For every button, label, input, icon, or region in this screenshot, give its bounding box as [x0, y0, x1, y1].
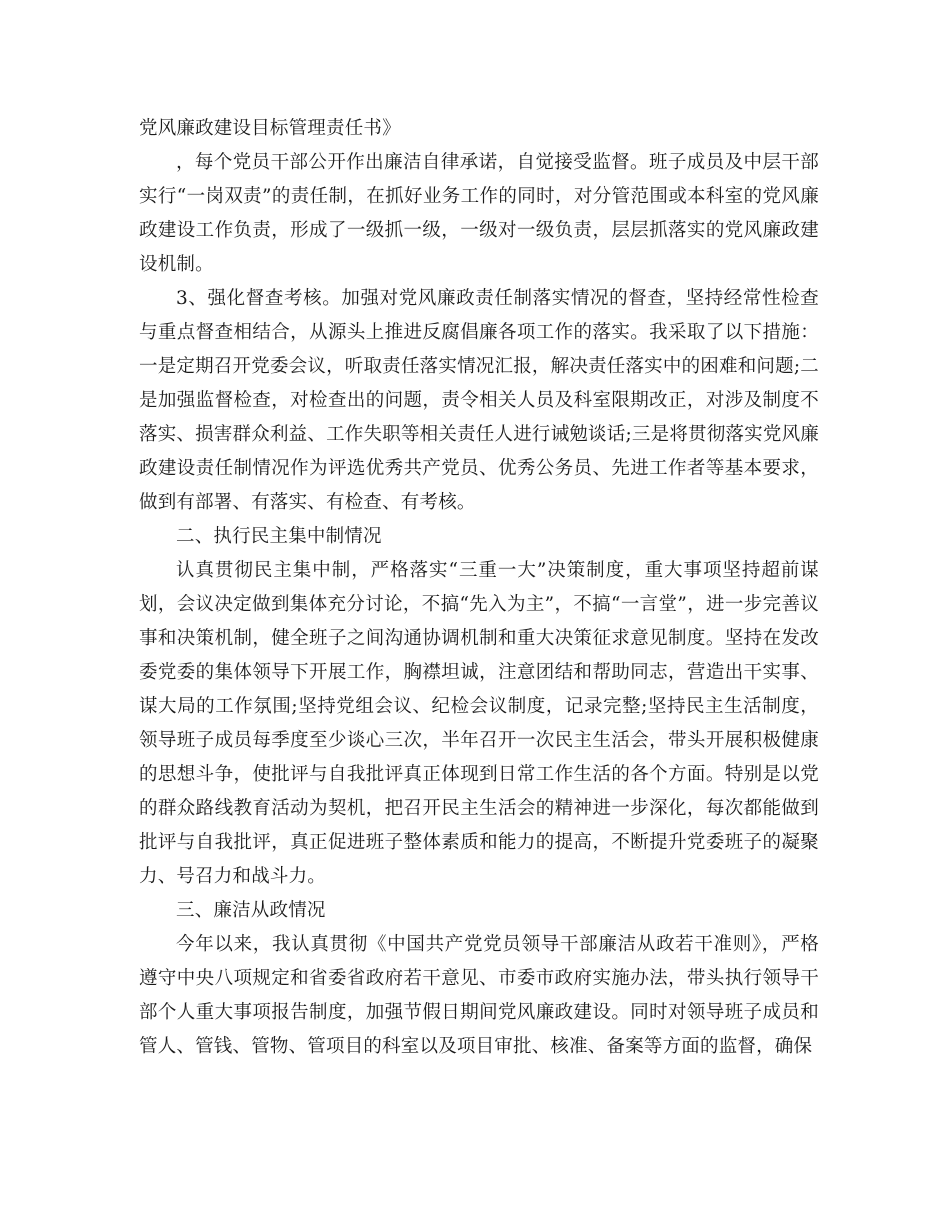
section-heading-clean-governance: 三、廉洁从政情况: [176, 900, 326, 921]
paragraph-continuation: 党风廉政建设目标管理责任书》: [139, 118, 401, 139]
paragraph-clean-governance: 今年以来，我认真贯彻《中国共产党党员领导干部廉洁从政若干准则》，严格遵守中央八项规定和省委省政府若干意见、市委市政府实施办法，带头执行领导干部个人重大事项报告制度，加强节假日期间党风廉政建设。同时对领导班子成员和管人、管钱、管物、管项目的科室以及项目审批、核准、备案等方面的监督，确保: [139, 934, 819, 1057]
paragraph-supervision: 3、强化督查考核。加强对党风廉政责任制落实情况的督查，坚持经常性检查与重点督查相结合，从源头上推进反腐倡廉各项工作的落实。我采取了以下措施：一是定期召开党委会议，听取责任落实情况汇报，解决责任落实中的困难和问题;二是加强监督检查，对检查出的问题，责令相关人员及科室限期改正，对涉及制度不落实、损害群众利益、工作失职等相关责任人进行诫勉谈话;三是将贯彻落实党风廉政建设责任制情况作为评选优秀共产党员、优秀公务员、先进工作者等基本要求，做到有部署、有落实、有检查、有考核。: [139, 288, 819, 513]
paragraph-democratic-centralism: 认真贯彻民主集中制，严格落实“三重一大”决策制度，重大事项坚持超前谋划，会议决定做到集体充分讨论，不搞“先入为主”，不搞“一言堂”，进一步完善议事和决策机制，健全班子之间沟通协调机制和重大决策征求意见制度。坚持在发改委党委的集体领导下开展工作，胸襟坦诚，注意团结和帮助同志，营造出干实事、谋大局的工作氛围;坚持党组会议、纪检会议制度，记录完整;坚持民主生活制度，领导班子成员每季度至少谈心三次，半年召开一次民主生活会，带头开展积极健康的思想斗争，使批评与自我批评真正体现到日常工作生活的各个方面。特别是以党的群众路线教育活动为契机，把召开民主生活会的精神进一步深化，每次都能做到批评与自我批评，真正促进班子整体素质和能力的提高，不断提升党委班子的凝聚力、号召力和战斗力。: [139, 560, 819, 887]
document-body: [139, 112, 819, 1064]
paragraph-commitment: ，每个党员干部公开作出廉洁自律承诺，自觉接受监督。班子成员及中层干部实行“一岗双责”的责任制，在抓好业务工作的同时，对分管范围或本科室的党风廉政建设工作负责，形成了一级抓一级，一级对一级负责，层层抓落实的党风廉政建设机制。: [139, 152, 819, 275]
section-heading-democratic-centralism: 二、执行民主集中制情况: [176, 526, 382, 547]
